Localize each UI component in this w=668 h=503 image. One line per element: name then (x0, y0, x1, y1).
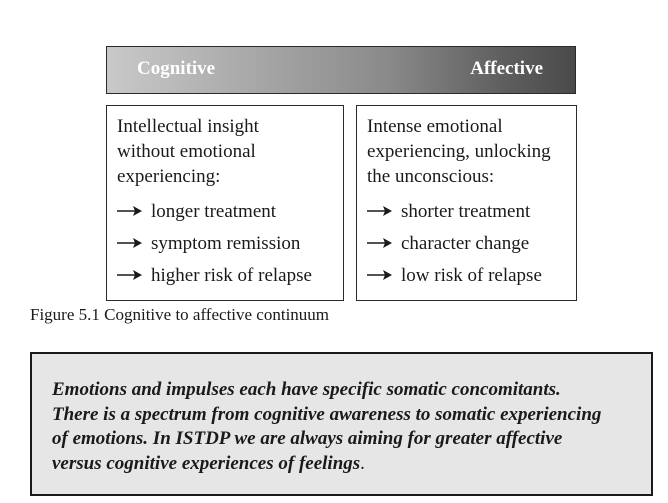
right-arrow-icon (117, 268, 143, 282)
note-period: . (360, 452, 365, 474)
list-item (117, 227, 333, 259)
right-arrow-icon (117, 204, 143, 218)
cognitive-description (117, 114, 333, 189)
list-item (117, 195, 333, 227)
description-line: the unconscious: (367, 166, 495, 187)
list-item-text: symptom remission (151, 232, 301, 254)
note-line: There is a spectrum from cognitive awareness to somatic experiencing (52, 403, 602, 425)
list-item-text: low risk of relapse (401, 264, 542, 286)
description-line: experiencing, unlocking (367, 141, 551, 162)
note-box (30, 352, 653, 496)
list-item-text: higher risk of relapse (151, 264, 312, 286)
cognitive-box (106, 105, 344, 301)
right-arrow-icon (367, 204, 393, 218)
affective-box (356, 105, 577, 301)
list-item (367, 259, 566, 291)
description-line: experiencing: (117, 166, 221, 187)
list-item-text: character change (401, 232, 530, 254)
description-line: Intellectual insight (117, 116, 259, 137)
affective-description (367, 114, 566, 189)
note-line: Emotions and impulses each have specific somatic concomitants. (52, 379, 561, 400)
list-item-text: longer treatment (151, 200, 277, 222)
description-line: Intense emotional (367, 116, 503, 137)
figure-caption: Figure 5.1 Cognitive to affective continuum (30, 305, 330, 324)
right-arrow-icon (367, 236, 393, 250)
right-arrow-icon (367, 268, 393, 282)
list-item (367, 227, 566, 259)
note-line: versus cognitive experiences of feelings (52, 452, 361, 474)
affective-label: Affective (470, 58, 543, 79)
list-item-text: shorter treatment (401, 200, 531, 222)
list-item (117, 259, 333, 291)
list-item (367, 195, 566, 227)
cognitive-label: Cognitive (137, 58, 216, 79)
continuum-bar (106, 46, 576, 94)
right-arrow-icon (117, 236, 143, 250)
note-line: of emotions. In ISTDP we are always aiming for greater affective (52, 428, 563, 449)
note-line-last (52, 452, 631, 477)
description-line: without emotional (117, 141, 256, 162)
